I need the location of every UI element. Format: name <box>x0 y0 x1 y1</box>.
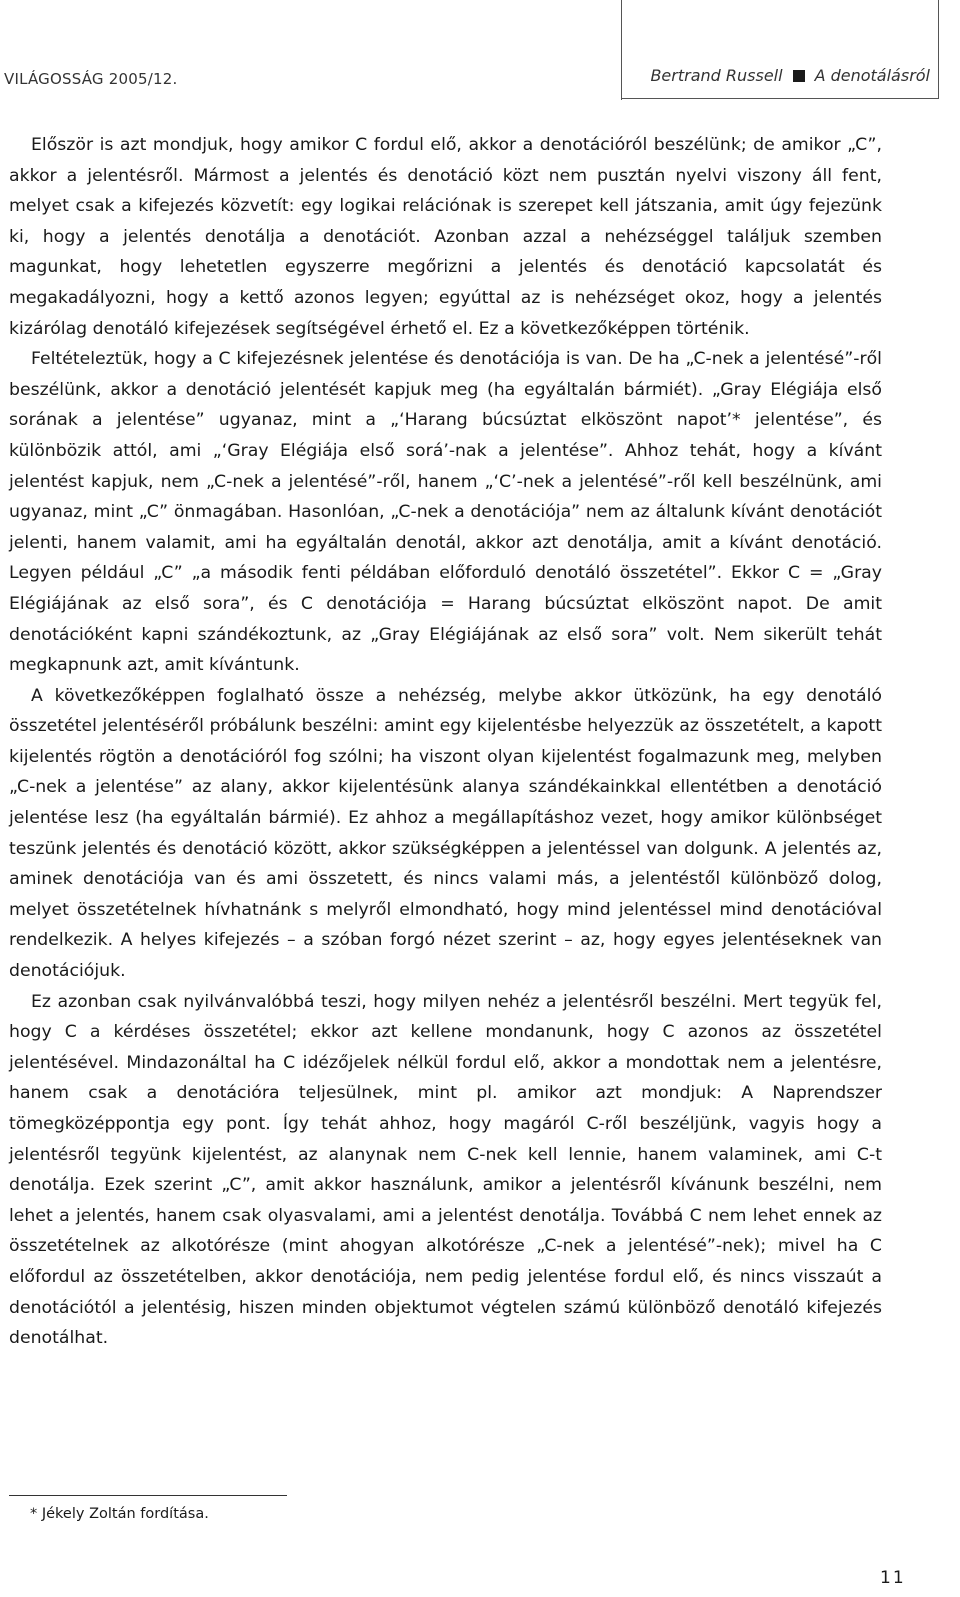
running-header <box>0 0 960 100</box>
header-frame-right <box>938 0 939 99</box>
journal-issue: VILÁGOSSÁG 2005/12. <box>4 70 178 88</box>
paragraph: Először is azt mondjuk, hogy amikor C fordul elő, akkor a denotációról beszélünk; de amikor „C”, akkor a jelentésről. Mármost a jelentés és denotáció közt nem pusztán nyelvi viszony áll fent, melyet csak a kifejezés közvetít: egy logikai relációnak is szerepet kell játszania, amit úgy fejezünk ki, hogy a jelentés denotálja a denotációt. Azonban azzal a nehézséggel találjuk szemben magunkat, hogy lehetetlen egyszerre megőrizni a jelentés és denotáció kapcsolatát és megakadályozni, hogy a kettő azonos legyen; egyúttal az is nehézséget okoz, hogy a jelentés kizárólag denotáló kifejezések segítségével érhető el. Ez a következőképpen történik. <box>9 135 882 339</box>
header-frame-left <box>621 0 622 100</box>
author-name: Bertrand Russell <box>650 66 783 85</box>
article-header <box>650 66 930 85</box>
square-separator-icon <box>793 70 805 82</box>
page-number: 11 <box>880 1568 906 1588</box>
header-frame-bottom <box>621 98 939 99</box>
paragraph: Ez azonban csak nyilvánvalóbbá teszi, hogy milyen nehéz a jelentésről beszélni. Mert tegyük fel, hogy C a kérdéses összetétel; ekkor azt kellene mondanunk, hogy C azonos az összetétel jelentésével. Mindazonáltal ha C idézőjelek nélkül fordul elő, akkor a mondottak nem a jelentésre, hanem csak a denotációra teljesülnek, mint pl. amikor azt mondjuk: A Naprendszer tömegközéppontja egy pont. Így tehát ahhoz, hogy magáról C-ről beszéljünk, vagyis hogy a jelentésről tegyünk kijelentést, az alanynak nem C-nek kell lennie, hanem valaminek, ami C-t denotálja. Ezek szerint „C”, amit akkor használunk, amikor a jelentésről kívánunk beszélni, nem lehet a jelentés, hanem csak olyasvalami, ami a jelentést denotálja. Továbbá C nem lehet ennek az összetételnek az alkotórésze (mint ahogyan alkotórésze „C-nek a jelentésé”-nek); mivel ha C előfordul az összetételben, akkor denotációja, nem pedig jelentése fordul elő, és nincs visszaút a denotációtól a jelentésig, hiszen minden objektumot végtelen számú különböző denotáló kifejezés denotálhat. <box>9 991 882 1349</box>
article-body <box>9 130 882 1354</box>
article-title: A denotálásról <box>814 66 930 85</box>
footnote: * Jékely Zoltán fordítása. <box>30 1506 209 1522</box>
footnote-divider <box>9 1495 287 1496</box>
paragraph: Feltételeztük, hogy a C kifejezésnek jelentése és denotációja is van. De ha „C-nek a jelentésé”-ről beszélünk, akkor a denotáció jelentését kapjuk meg (ha egyáltalán bármiét). „Gray Elégiája első sorának a jelentése” ugyanaz, mint a „‘Harang búcsúztat elköszönt napot’* jelentése”, és különbözik attól, ami „‘Gray Elégiája első sorá’-nak a jelentése”. Ahhoz tehát, hogy a kívánt jelentést kapjuk, nem „C-nek a jelentésé”-ről, hanem „‘C’-nek a jelentésé”-ről kell beszélnünk, ami ugyanaz, mint „C” önmagában. Hasonlóan, „C-nek a denotációja” nem az általunk kívánt denotációt jelenti, hanem valamit, ami ha egyáltalán denotál, akkor azt denotálja, amit a kívánt denotáció. Legyen például „C” „a második fenti példában előforduló denotáló összetétel”. Ekkor C = „Gray Elégiájának az első sora”, és C denotációja = Harang búcsúztat elköszönt napot. De amit denotációként kapni szándékoztunk, az „Gray Elégiájának az első sora” volt. Nem sikerült tehát megkapnunk azt, amit kívántunk. <box>9 349 882 676</box>
paragraph: A következőképpen foglalható össze a nehézség, melybe akkor ütközünk, ha egy denotáló összetétel jelentéséről próbálunk beszélni: amint egy kijelentésbe helyezzük az összetételt, a kapott kijelentés rögtön a denotációról fog szólni; ha viszont olyan kijelentést fogalmazunk meg, melyben „C-nek a jelentése” az alany, akkor kijelentésünk alanya szándékainkkal ellentétben a denotáció jelentése lesz (ha egyáltalán bármié). Ez ahhoz a megállapításhoz vezet, hogy amikor különbséget teszünk jelentés és denotáció között, akkor szükségképpen a jelentéssel van dolgunk. A jelentés az, aminek denotációja van és ami összetett, és nincs valami más, a jelentéstől különböző dolog, melyet összetételnek hívhatnánk s melyről elmondható, hogy mind jelentéssel mind denotációval rendelkezik. A helyes kifejezés – a szóban forgó nézet szerint – az, hogy egyes jelentéseknek van denotációjuk. <box>9 685 882 982</box>
